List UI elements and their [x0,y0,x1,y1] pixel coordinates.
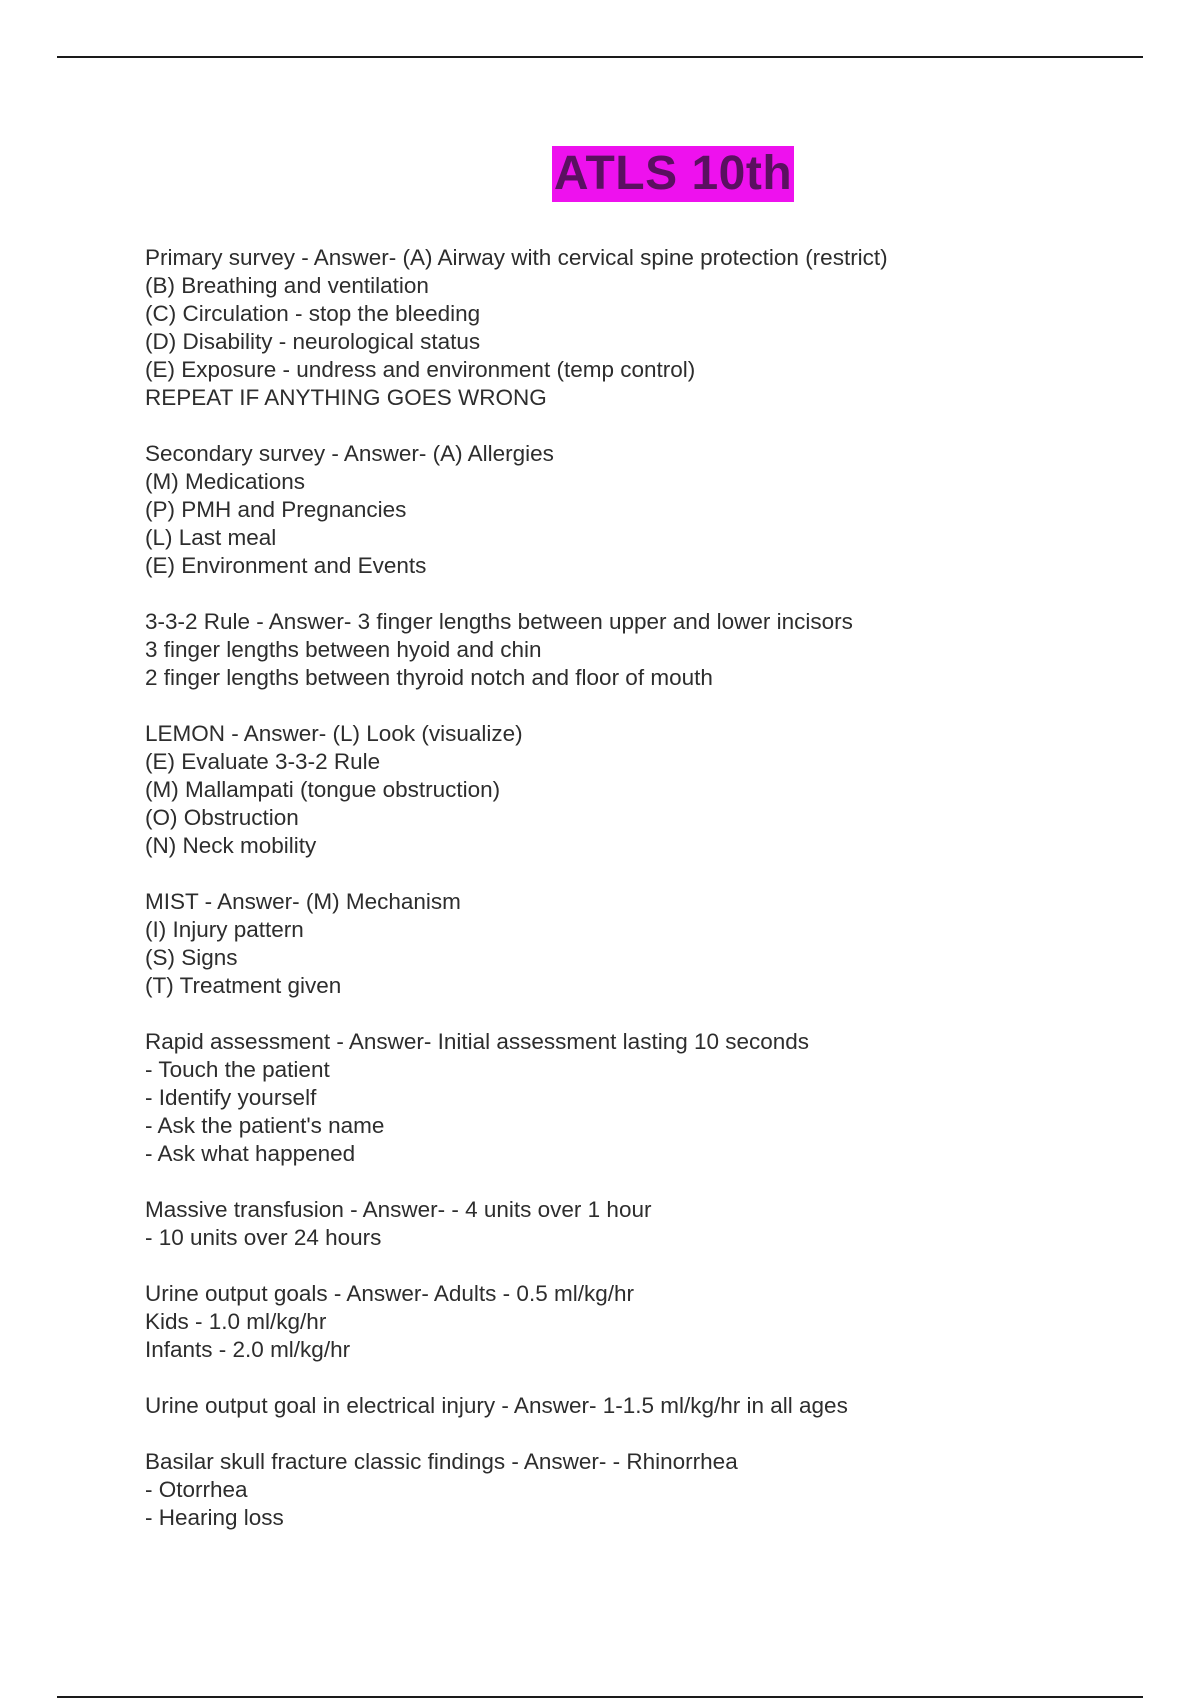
card-line: (D) Disability - neurological status [145,329,481,354]
card-primary-survey [145,244,1105,412]
top-rule [57,56,1143,58]
card-line: (E) Evaluate 3-3-2 Rule [145,749,381,774]
flashcard-list [145,244,1105,1560]
card-line: (M) Mallampati (tongue obstruction) [145,777,501,802]
card-line: LEMON - Answer- (L) Look (visualize) [145,721,523,746]
card-basilar-skull-fracture [145,1448,1105,1532]
card-electrical-injury [145,1392,1105,1420]
card-line: (C) Circulation - stop the bleeding [145,301,481,326]
card-line: 2 finger lengths between thyroid notch and floor of mouth [145,665,713,690]
card-line: Urine output goal in electrical injury - Answer- 1-1.5 ml/kg/hr in all ages [145,1393,848,1418]
card-line: (E) Environment and Events [145,553,427,578]
card-massive-transfusion [145,1196,1105,1252]
card-line: Basilar skull fracture classic findings - Answer- - Rhinorrhea [145,1449,738,1474]
card-mist [145,888,1105,1000]
card-line: (L) Last meal [145,525,277,550]
card-line: - Touch the patient [145,1057,330,1082]
card-line: (S) Signs [145,945,238,970]
card-urine-output-goals [145,1280,1105,1364]
card-line: - Hearing loss [145,1505,284,1530]
card-rapid-assessment [145,1028,1105,1168]
card-line: - Ask the patient's name [145,1113,385,1138]
title-container [0,146,1200,202]
card-line: Massive transfusion - Answer- - 4 units over 1 hour [145,1197,652,1222]
card-line: REPEAT IF ANYTHING GOES WRONG [145,385,547,410]
card-line: (T) Treatment given [145,973,342,998]
card-line: 3-3-2 Rule - Answer- 3 finger lengths between upper and lower incisors [145,609,853,634]
card-line: - Otorrhea [145,1477,248,1502]
card-line: Urine output goals - Answer- Adults - 0.5 ml/kg/hr [145,1281,634,1306]
card-332-rule [145,608,1105,692]
card-line: (E) Exposure - undress and environment (temp control) [145,357,696,382]
card-line: Rapid assessment - Answer- Initial assessment lasting 10 seconds [145,1029,810,1054]
card-line: (O) Obstruction [145,805,299,830]
card-line: Infants - 2.0 ml/kg/hr [145,1337,351,1362]
card-line: MIST - Answer- (M) Mechanism [145,889,461,914]
bottom-rule [57,1696,1143,1698]
card-line: (P) PMH and Pregnancies [145,497,407,522]
card-line: Kids - 1.0 ml/kg/hr [145,1309,327,1334]
card-line: (B) Breathing and ventilation [145,273,429,298]
card-line: - 10 units over 24 hours [145,1225,382,1250]
card-line: - Identify yourself [145,1085,317,1110]
card-line: 3 finger lengths between hyoid and chin [145,637,542,662]
card-secondary-survey [145,440,1105,580]
card-line: (M) Medications [145,469,306,494]
card-line: (I) Injury pattern [145,917,304,942]
card-line: - Ask what happened [145,1141,356,1166]
card-line: (N) Neck mobility [145,833,317,858]
card-line: Secondary survey - Answer- (A) Allergies [145,441,554,466]
card-line: Primary survey - Answer- (A) Airway with cervical spine protection (restrict) [145,245,888,270]
card-lemon [145,720,1105,860]
document-title: ATLS 10th [553,147,793,200]
